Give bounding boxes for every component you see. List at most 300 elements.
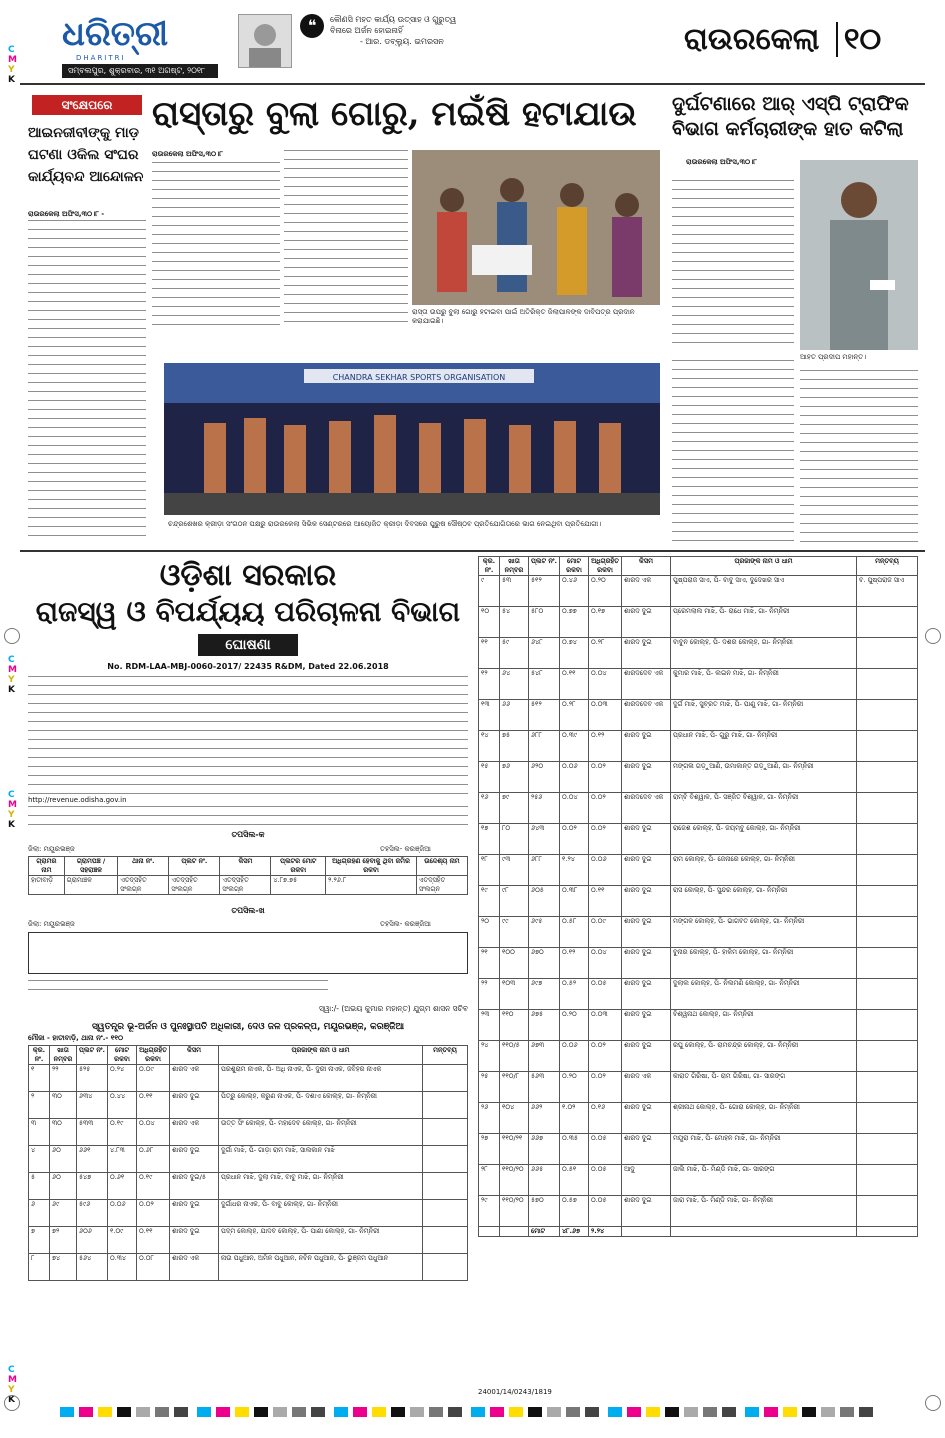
table-cell: ଶାରଦ ଦୁଇ — [622, 855, 671, 886]
table-cell: ୨୯ — [479, 1196, 500, 1227]
table-cell: ୦.୧୧ — [137, 1092, 170, 1119]
table-header: ଉଦ୍ଦେଶ୍ୟ ନାମ — [416, 857, 467, 876]
table-cell: ଶାରଦ ଏକ — [170, 1119, 219, 1146]
quote-line-1: କୌଣସି ମହତ କାର୍ଯ୍ୟ ଉତ୍ସାହ ଓ ଗୁରୁତ୍ୱ — [330, 15, 457, 24]
table-cell: ଉତ୍ତ ସିଂ କୋଲ୍ହ, ପି- ମହାଦେବ କୋଲ୍ହ, ଗା- ନିମ୍ନିରୀ — [219, 1119, 423, 1146]
table-cell — [857, 917, 918, 948]
table-cell: ୫୪୭ — [77, 1173, 108, 1200]
schedule-ka-header-row — [29, 857, 468, 876]
table-cell: ୧୧୦/୨୦ — [500, 1165, 529, 1196]
table-cell: ୧୧୦/୫ — [500, 1041, 529, 1072]
table-cell: ଦୁଲାଲ କୋଲ୍ହ, ପି- ନିଲମଣି କୋଲ୍ହ, ଗା- ନିମ୍ନିରୀ — [671, 979, 857, 1010]
table-row — [479, 979, 918, 1010]
color-swatch — [391, 1407, 405, 1417]
table-cell: ୭୫ — [500, 731, 529, 762]
table-row — [479, 886, 918, 917]
table-cell: ୦.୦୨ — [589, 824, 622, 855]
table-cell: ବିଶ୍ୱନାଥ କୋଲ୍ହ, ଗା- ନିମ୍ନିରୀ — [671, 1010, 857, 1041]
portrait-image — [239, 15, 291, 67]
table-cell: ଶାରଦ ଦୁଇ — [622, 731, 671, 762]
table-cell: ୦.୦୨ — [589, 1041, 622, 1072]
table-cell: ପରଶୁରାମ ନାଏକ, ପି- ଅଧି ନାଏକ, ପି- ଦୁରୀ ନାଏକ, ଜବିହର ନାଏକ — [219, 1065, 423, 1092]
color-swatch — [292, 1407, 306, 1417]
table-cell: ଶାରଦ ଦୁଇ — [170, 1227, 219, 1254]
table-cell: ୦.୫୭ — [560, 1196, 589, 1227]
color-swatch — [98, 1407, 112, 1417]
table-cell: ଶାରଦ ଦୁଇ — [622, 638, 671, 669]
cmyk-marks-mid: C M Y K — [8, 655, 17, 695]
table-cell: ୫୪ — [500, 607, 529, 638]
table-row — [479, 607, 918, 638]
table-cell: ଶାରଦ ଏକ — [170, 1254, 219, 1281]
color-swatch — [155, 1407, 169, 1417]
table-cell: ଶାରଦ ଦୁଇ — [622, 762, 671, 793]
table-cell: ୦.୧୨ — [560, 948, 589, 979]
table-header: ପ୍ଲଟର ମୋଟ ରକବା — [271, 857, 326, 876]
table-cell: ୫୩ — [500, 576, 529, 607]
table-cell: ୬୬୨ — [529, 1103, 560, 1134]
table-cell: ୩ — [29, 1119, 50, 1146]
table-row — [29, 1092, 468, 1119]
color-swatch — [60, 1407, 74, 1417]
table-cell: ୫୮୦ — [529, 607, 560, 638]
color-swatch — [764, 1407, 778, 1417]
table-cell: ଶାରଦ ଏକ — [622, 576, 671, 607]
table-cell: ୬୭୫ — [529, 1010, 560, 1041]
table-cell: ୮୦ — [500, 824, 529, 855]
table-row — [29, 1119, 468, 1146]
page-number: ୧୦ — [843, 22, 882, 57]
table-row — [29, 1200, 468, 1227]
table-cell: ୦.୨୦ — [560, 1010, 589, 1041]
table-row — [479, 793, 918, 824]
color-swatch — [840, 1407, 854, 1417]
table-cell: ୬ — [29, 1200, 50, 1227]
table-cell: ୨୭ — [479, 1134, 500, 1165]
table-cell: ୭୨ — [50, 1227, 77, 1254]
quote-icon: ❝ — [300, 14, 324, 38]
table-cell: ୦.୩୫ — [560, 1134, 589, 1165]
notice-body-text-2 — [28, 806, 468, 828]
table-cell: ୦.୦୮ — [137, 1254, 170, 1281]
table-cell: ୭୯ — [500, 793, 529, 824]
table-cell: ୬୮୮ — [529, 731, 560, 762]
cmyk-marks-bottom: C M Y K — [8, 1365, 17, 1405]
table-row — [29, 1146, 468, 1173]
brief-label: ସଂକ୍ଷେପରେ — [32, 95, 142, 115]
table-row: ହାତୀବାଡ଼ି ଗ୍ରାମାଞ୍ଚଳ ଏତଦ୍‌ସହିତ ସଂଲଗ୍ନ ଏତଦ୍‌ସହିତ ସଂଲଗ୍ନ ଏତଦ୍‌ସହିତ ସଂଲଗ୍ନ ୪.୮୭.୭୫ ୨.୨୬.୮ ଏତଦ୍‌ସହିତ ସଂଲଗ୍ନ — [29, 876, 468, 895]
page-title — [684, 22, 881, 57]
table-cell: ଶାରଦ ଦୁଇ — [622, 917, 671, 948]
table-row — [479, 824, 918, 855]
table-cell: ୦.୭୪ — [560, 638, 589, 669]
table-cell — [857, 607, 918, 638]
table-cell: ୦.୪୬ — [560, 576, 589, 607]
sports-photo-caption: ଚନ୍ଦ୍ରଶେଖର କ୍ରୀଡ଼ା ସଂଗଠନ ପକ୍ଷରୁ ରାଉରକେଲା ସିଭିକ ସେଣ୍ଟରରେ ଆୟୋଜିତ କ୍ରୀଡ଼ା ଦିବସରେ ପୁରୁଷ ସୌଷ୍ଠବ ପ୍ରତିଯୋଗିତାରେ ଭାଗ ନେଇଥିବା ପ୍ରତିଯୋଗୀ। — [168, 520, 602, 528]
table-cell: ୧୬ — [479, 793, 500, 824]
cmyk-marks-low: C M Y K — [8, 790, 17, 830]
right-story-photo — [800, 160, 918, 350]
table-cell: ୧୦ — [479, 607, 500, 638]
table-cell: ୦.୧୬ — [589, 1103, 622, 1134]
table-cell — [423, 1173, 468, 1200]
notice-website: http://revenue.odisha.gov.in — [28, 796, 127, 804]
table-cell: ୬୬୧ — [77, 1146, 108, 1173]
table-cell: ଶାରଦ ଏକ — [170, 1065, 219, 1092]
notice-department-title: ରାଜସ୍ୱ ଓ ବିପର୍ଯ୍ୟୟ ପରିଚାଳନା ବିଭାଗ — [35, 595, 461, 628]
table-cell: ଶାରଦ ଦୁଇ — [622, 1041, 671, 1072]
table-cell — [857, 1010, 918, 1041]
total-cell — [671, 1227, 857, 1237]
table-row — [479, 700, 918, 731]
table-cell: ୯୮ — [500, 886, 529, 917]
table-cell: ୦.୦୪ — [589, 948, 622, 979]
dateline: ସମ୍ବଲପୁର, ଶୁକ୍ରବାର, ୩୧ ଅଗଷ୍ଟ, ୨୦୧୮ — [62, 64, 218, 78]
table-cell: ବାବୁନ କୋଲ୍ହ, ପି- ଦଶର କୋଲ୍ହ, ଗା- ନିମ୍ନିରୀ — [671, 638, 857, 669]
table-cell: ୦.୧୯ — [137, 1173, 170, 1200]
table-cell: ୨୨ — [50, 1065, 77, 1092]
table-cell: ୦.୦୬ — [108, 1200, 137, 1227]
table-cell: ୯୩ — [500, 855, 529, 886]
color-swatch — [334, 1407, 348, 1417]
table-cell: ୨୪ — [479, 1041, 500, 1072]
brief-body-text — [28, 220, 146, 540]
table-cell: ୦.୨୪ — [108, 1065, 137, 1092]
table-cell: ୯ — [479, 576, 500, 607]
table-cell: ୨୬ — [479, 1103, 500, 1134]
table-cell: ୧୧୦/୨୧ — [500, 1134, 529, 1165]
main-story-col-1 — [152, 162, 280, 330]
table-cell: ୬୪୩ — [529, 824, 560, 855]
table-cell: ୦.୧୧ — [137, 1227, 170, 1254]
schedule-kha-tahasil: ତହସିଲ- କରଞ୍ଜିଆ — [380, 920, 431, 928]
table-cell: ୬୪ — [500, 669, 529, 700]
table-cell: ଶାରଦ ଏକ — [622, 1072, 671, 1103]
table-cell: ୦.୦୨ — [589, 793, 622, 824]
table-cell — [857, 793, 918, 824]
table-cell — [857, 886, 918, 917]
table-cell: ୦.୫୧ — [560, 1165, 589, 1196]
table-cell: ବ. ପୁଷ୍ପରାଜ ସାଏ — [857, 576, 918, 607]
table-cell: ଶ୍ରୀନାଥ କୋଲ୍ହ, ପି- ଗୋରା କୋଲ୍ହ, ଗା- ନିମ୍ନିରୀ — [671, 1103, 857, 1134]
right-story-headline: ଦୁର୍ଘଟଣାରେ ଆର୍ ଏସ୍‌ପି ଟ୍ରାଫିକ ବିଭାଗ କର୍ମଚାରୀଙ୍କ ହାତ କଟିଲା — [672, 93, 909, 140]
news-ad-divider — [20, 550, 925, 552]
injured-person-illustration — [800, 160, 918, 350]
table-cell — [857, 731, 918, 762]
table-cell: ୦.୧୧ — [589, 886, 622, 917]
table-row — [479, 731, 918, 762]
table-cell: ୧୯ — [479, 886, 500, 917]
table-cell: ୦.୦୩ — [589, 700, 622, 731]
table-cell: ୦.୧୧ — [560, 669, 589, 700]
notice-ghoshana-label: ଘୋଷଣା — [198, 634, 298, 656]
table-cell: ଶାରଦଦେବ ଏକ — [622, 793, 671, 824]
color-swatch — [79, 1407, 93, 1417]
table-header: କିସମ — [220, 857, 271, 876]
table-cell: ୫୩୩ — [77, 1119, 108, 1146]
table-cell: ୫୨୫ — [77, 1065, 108, 1092]
table-cell: ଜାଲି ମାଝି, ପି- ମିଣ୍ଡି ମାଝି, ଗା- ସାରଙ୍ଗ — [671, 1165, 857, 1196]
table-cell: ୧୦୩ — [500, 979, 529, 1010]
table-cell — [857, 762, 918, 793]
table-cell: ୮ — [29, 1254, 50, 1281]
table-cell: ୧.୦୨ — [560, 1103, 589, 1134]
table-cell: ୦.୧୯ — [108, 1119, 137, 1146]
table-cell — [423, 1227, 468, 1254]
registration-mark-bottom-right — [925, 1395, 941, 1411]
table-cell — [423, 1254, 468, 1281]
table-cell — [857, 638, 918, 669]
color-swatch — [821, 1407, 835, 1417]
table-header: ଗ୍ରାମପଞ୍ଚ / ସହରାଞ୍ଚଳ — [64, 857, 117, 876]
table-cell: ପ୍ରେମଲାଲ ମାଝି, ପି- ରାଧେ ମାଝି, ଗା- ନିମ୍ନିରୀ — [671, 607, 857, 638]
table-cell: ଶାରଦ ଦୁଇ — [622, 1010, 671, 1041]
table-cell: ୬୮୮ — [529, 855, 560, 886]
table-cell: ୦.୩୮ — [560, 886, 589, 917]
notice-authority: ସ୍ୱତନ୍ତ୍ର ଭୂ-ଅର୍ଜନ ଓ ପୁନଃସ୍ଥାପତି ଅଧିକାରୀ, ଦେଓ ଜଳ ପ୍ରକଳ୍ପ, ମୟୂରଭଞ୍ଜ, କରଞ୍ଜିଆ — [91, 1022, 405, 1032]
table-cell: ୬୦୬ — [77, 1227, 108, 1254]
table-row — [479, 762, 918, 793]
table-cell: ୦.୦୬ — [560, 762, 589, 793]
registration-mark-left — [4, 628, 20, 644]
color-swatch — [745, 1407, 759, 1417]
table-cell: ୬୬ — [500, 700, 529, 731]
table-cell — [423, 1119, 468, 1146]
table-cell — [857, 855, 918, 886]
color-swatch — [585, 1407, 599, 1417]
color-swatch — [547, 1407, 561, 1417]
table-cell: ୦.୨୮ — [560, 700, 589, 731]
table-cell: ୫୪୮ — [529, 669, 560, 700]
table-cell: ୬୯ — [50, 1200, 77, 1227]
registration-mark-bottom-left — [4, 1395, 20, 1411]
quote-line-2: ବିନାରେ ଅର୍ଜନ ହୋଇନାହିଁ — [330, 26, 403, 35]
table-cell: ୧୫ — [479, 762, 500, 793]
table-header: ପ୍ଲଟ ନଂ. — [169, 857, 220, 876]
color-swatch — [117, 1407, 131, 1417]
table-row — [479, 1165, 918, 1196]
color-swatch — [273, 1407, 287, 1417]
table-cell: ୨ — [29, 1092, 50, 1119]
table-cell — [857, 824, 918, 855]
print-color-bar — [60, 1402, 880, 1412]
color-swatch — [353, 1407, 367, 1417]
table-cell: ୦.୫୮ — [560, 917, 589, 948]
table-cell: ୩୦ — [50, 1092, 77, 1119]
color-swatch — [311, 1407, 325, 1417]
table-cell: ୬୦ — [50, 1146, 77, 1173]
main-story-col-2 — [284, 150, 408, 330]
table-cell: ୦.୦୨ — [137, 1200, 170, 1227]
quote-portrait — [238, 14, 292, 68]
quote-box — [330, 14, 510, 47]
table-cell: ୧୦୦ — [500, 948, 529, 979]
table-cell: ୦.୦୩ — [589, 1010, 622, 1041]
schedule-ka-title: ତପସିଲ-କ — [231, 830, 265, 839]
table-cell: ୧୧୦/୨୦ — [500, 1196, 529, 1227]
table-cell: ୫ — [29, 1173, 50, 1200]
color-swatch — [722, 1407, 736, 1417]
table-cell: ୬୬୭ — [529, 1134, 560, 1165]
main-story-headline: ରାସ୍ତାରୁ ବୁଲା ଗୋରୁ, ମଇଁଷି ହଟାଯାଉ — [152, 94, 637, 134]
table-header: ଗ୍ରାମର ନାମ — [29, 857, 65, 876]
table-cell: ୦.୩୯ — [560, 731, 589, 762]
total-row — [479, 1227, 918, 1237]
table-cell: ୦.୦୪ — [589, 669, 622, 700]
table-cell: ୧୧ — [479, 638, 500, 669]
right-story-col-2 — [672, 360, 794, 545]
sports-banner: CHANDRA SEKHAR SPORTS ORGANISATION — [332, 373, 506, 382]
table-cell: ୬୨୦ — [529, 762, 560, 793]
table-cell: ୭ — [29, 1227, 50, 1254]
table-cell: ୧୪ — [479, 731, 500, 762]
table-cell: ୨୮ — [479, 1165, 500, 1196]
table-cell: ମୟୂରା ମାଝି, ପି- ମୋହନ ମାଝି, ଗା- ନିମ୍ନିରୀ — [671, 1134, 857, 1165]
table-cell: ରାମ କୋଲ୍ହ, ପି- ଜେନାରେ କୋଲ୍ହ, ଗା- ନିମ୍ନିରୀ — [671, 855, 857, 886]
table-cell: ଶାରଦ ଦୁଇ — [622, 824, 671, 855]
table-cell: ଶାରଦ ଦୁଇ — [622, 886, 671, 917]
table-cell: ୦.୦୫ — [589, 1196, 622, 1227]
land-table-header-row: କ୍ର. ନଂ. ଖାତା ନମ୍ବର ପ୍ଲଟ ନଂ. ମୋଟ ରକବା ଅଧିଗ୍ରହିତ ରକବା କିସମ ପ୍ରଜାଙ୍କ ନାମ ଓ ଧାମ ମନ୍ତବ୍ୟ — [29, 1046, 468, 1065]
table-cell — [423, 1092, 468, 1119]
total-cell — [622, 1227, 671, 1237]
table-cell: ୭୬ — [500, 762, 529, 793]
table-cell: ପିତ୍ରୁ କୋଲ୍ହ, କରୁଣ ନାଏକ, ପି- ଦଶାଏ କୋଲ୍ହ, ଗା- ନିମ୍ନିରୀ — [219, 1092, 423, 1119]
table-cell: ୫୧୨ — [529, 700, 560, 731]
table-cell: ୦.୨୦ — [589, 576, 622, 607]
color-swatch — [235, 1407, 249, 1417]
table-cell: ୧.୨୪ — [560, 855, 589, 886]
table-row — [479, 1072, 918, 1103]
table-cell: ମଙ୍ଗଳ କୋଲ୍ହ, ପି- ଭାଗବତ କୋଲ୍ହ, ଗା- ନିମ୍ନିରୀ — [671, 917, 857, 948]
color-swatch — [174, 1407, 188, 1417]
table-row — [479, 1041, 918, 1072]
brief-dateline: ରାଉରକେଲା ଅଫିସ,୩୦।୮ - — [28, 210, 105, 218]
table-row — [479, 1103, 918, 1134]
table-cell: ୨୫ — [479, 1072, 500, 1103]
table-row — [479, 1010, 918, 1041]
brief-headline: ଆଇନଜୀବୀଙ୍କୁ ମାଡ଼ ଘଟଣା ଓକିଲ ସଂଘର କାର୍ଯ୍ୟବନ୍ଦ ଆନ୍ଦୋଳନ — [28, 125, 144, 185]
color-swatch — [783, 1407, 797, 1417]
notice-signature: ସ୍ୱା:/- (ଅଭୟ କୁମାର ମହାନ୍ତ) ଯୁଗ୍ମ ଶାସନ ସଚିବ — [318, 1004, 468, 1013]
color-swatch — [372, 1407, 386, 1417]
table-cell: ପଦ୍ମ କୋଲ୍ହ, ଯାଦବ କୋଲ୍ହ, ପି- ପାଣା କୋଲ୍ହ, ଗା- ନିମ୍ନିରୀ — [219, 1227, 423, 1254]
table-cell: ୧୦୪ — [500, 1103, 529, 1134]
land-table-left — [28, 1045, 468, 1281]
table-cell — [423, 1065, 468, 1092]
table-row — [479, 576, 918, 607]
notice-ref-number: No. RDM-LAA-MBJ-0060-2017/ 22435 R&DM, Dated 22.06.2018 — [107, 662, 389, 671]
color-swatch — [197, 1407, 211, 1417]
table-cell: ୦.୦୬ — [560, 1041, 589, 1072]
table-cell: ୦.୨୮ — [589, 638, 622, 669]
table-cell: ୧୩ — [479, 700, 500, 731]
table-cell — [857, 979, 918, 1010]
table-cell: ୦.୩୪ — [108, 1254, 137, 1281]
color-bar-svg — [60, 1407, 880, 1417]
table-cell: ଶାରଦ ଦୁଇ — [170, 1200, 219, 1227]
table-cell: ୬୭୩ — [529, 1041, 560, 1072]
table-cell: ୨୧ — [479, 948, 500, 979]
table-cell: ୬୯୭ — [529, 979, 560, 1010]
table-row — [479, 669, 918, 700]
schedule-ka-table — [28, 856, 468, 895]
color-swatch — [566, 1407, 580, 1417]
table-cell: ଶାରଦ ଦୁଇ — [622, 607, 671, 638]
table-cell: ୦.୦୯ — [137, 1065, 170, 1092]
table-cell: ୫୬୪ — [77, 1254, 108, 1281]
color-swatch — [490, 1407, 504, 1417]
color-swatch — [646, 1407, 660, 1417]
table-cell: ୫୯୬ — [77, 1200, 108, 1227]
total-cell — [479, 1227, 500, 1237]
table-header: ଥାନା ନଂ. — [118, 857, 169, 876]
right-story-col-1 — [672, 180, 794, 350]
table-row — [29, 1065, 468, 1092]
table-cell: ଶାରଦ ଦୁଇ — [622, 1196, 671, 1227]
table-cell: ୪ — [29, 1146, 50, 1173]
table-cell: ପ୍ରଧାନ ମାଝି, ପି- ଗୁରୁ ମାଝି, ଗା- ନିମ୍ନିରୀ — [671, 731, 857, 762]
table-row — [479, 855, 918, 886]
color-swatch — [471, 1407, 485, 1417]
table-cell: ରାମ୍ବି ବିଶ୍ୱାଳ, ପି- ସଞ୍ଜିତ ବିଶ୍ୱାଳ, ଗା- ନିମ୍ନିରୀ — [671, 793, 857, 824]
land-table-right — [478, 556, 918, 1237]
table-cell: ରାସ କୋଲ୍ହ, ପି- ସୁନ୍ଦର କୋଲ୍ହ, ଗା- ନିମ୍ନିରୀ — [671, 886, 857, 917]
table-cell: ୦.୫୨ — [560, 979, 589, 1010]
table-row — [479, 1196, 918, 1227]
table-cell: ୦.୧୨ — [589, 731, 622, 762]
right-story-dateline: ରାଉରକେଲା ଅଫିସ,୩୦।୮ — [686, 158, 757, 166]
table-cell — [857, 1134, 918, 1165]
table-cell: ଶାରଦ ଦୁଇ — [622, 1103, 671, 1134]
table-row — [479, 1134, 918, 1165]
notice-govt-title: ଓଡ଼ିଶା ସରକାର — [159, 558, 337, 593]
main-story-photo — [412, 150, 660, 305]
schedule-kha-district: ଜିଲା: ମୟୂରଭଞ୍ଜ — [28, 920, 75, 928]
photo-people-illustration — [412, 150, 660, 305]
cmyk-marks-top: C M Y K — [8, 45, 17, 85]
sports-photo — [164, 363, 660, 515]
table-cell: ୬୯୫ — [529, 917, 560, 948]
table-cell: ୧୮ — [479, 855, 500, 886]
table-cell: ୦.୦୯ — [589, 917, 622, 948]
city-name: ରାଉରକେଲା — [684, 22, 820, 57]
color-swatch — [448, 1407, 462, 1417]
table-cell: ୦.୪୪ — [108, 1092, 137, 1119]
right-story-caption: ଆହତ ପ୍ରଦୀପ ମହାନ୍ତ। — [800, 353, 867, 361]
table-cell: ୬୬୫ — [529, 1165, 560, 1196]
table-cell — [857, 1103, 918, 1134]
table-cell: ୦.୧୭ — [589, 607, 622, 638]
registration-mark-right — [925, 628, 941, 644]
table-cell: ଶାରଦଦେବ ଏକ — [622, 700, 671, 731]
table-cell: ୫୬୩ — [529, 1072, 560, 1103]
land-table-header-row: କ୍ର. ନଂ. ଖାତା ନମ୍ବର ପ୍ଲଟ ନଂ. ମୋଟ ରକବା ଅଧିଗ୍ରହିତ ରକବା କିସମ ପ୍ରଜାଙ୍କ ନାମ ଓ ଧାମ ମନ୍ତବ୍ୟ — [479, 557, 918, 576]
table-cell: ୦.୨୦ — [560, 1072, 589, 1103]
table-cell: ୬୦ — [50, 1173, 77, 1200]
table-cell: ବୁନାର କୋଲ୍ହ, ପି- ହାକିମ କୋଲ୍ହ, ଗା- ନିମ୍ନିରୀ — [671, 948, 857, 979]
bodybuilders-illustration — [164, 363, 660, 515]
table-cell: ୦.୦୪ — [560, 793, 589, 824]
table-cell: ୩୦ — [50, 1119, 77, 1146]
table-cell — [857, 1165, 918, 1196]
table-cell: ୭୪ — [50, 1254, 77, 1281]
table-cell: ୬୩୪ — [77, 1092, 108, 1119]
table-cell: ଶାରଦ ଦୁଇ — [170, 1146, 219, 1173]
total-cell: ୨.୨୪ — [589, 1227, 622, 1237]
table-cell: ୦.୦୨ — [589, 1072, 622, 1103]
table-cell: ଶାରଦ ଦୁଇ — [170, 1092, 219, 1119]
